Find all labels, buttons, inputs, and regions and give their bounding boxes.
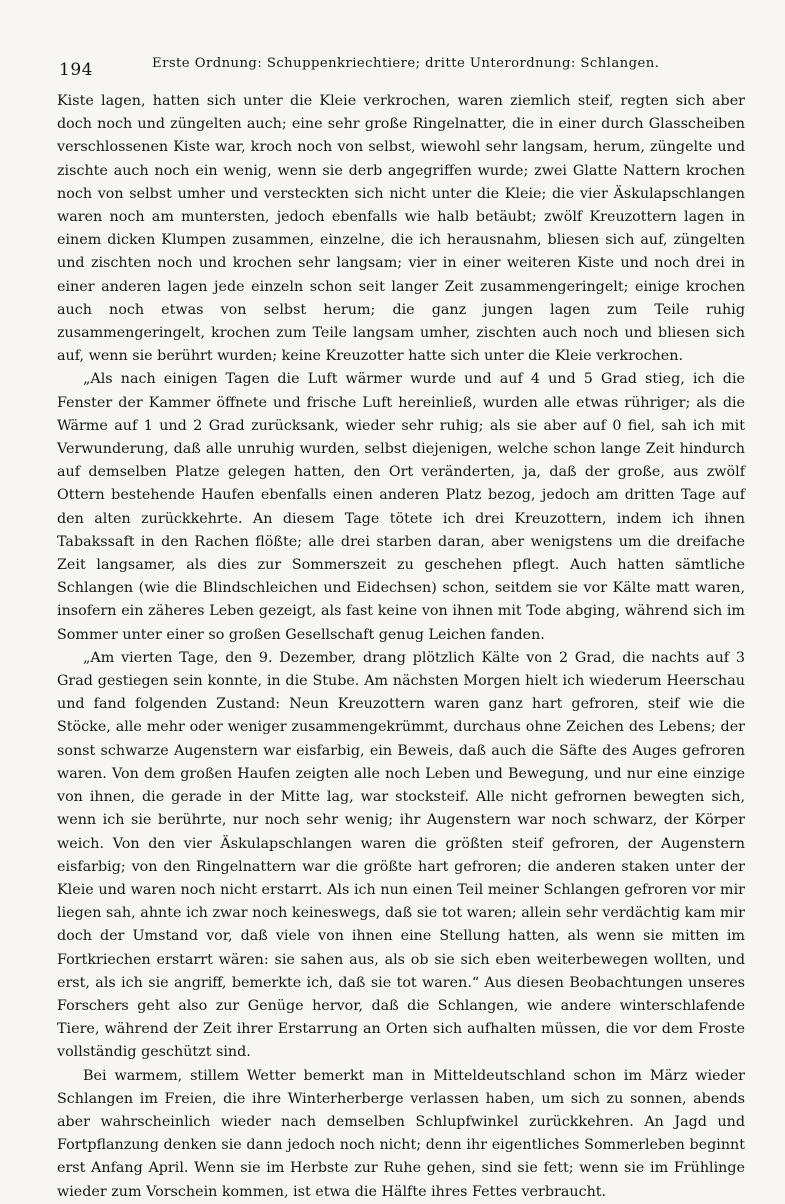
page-number: 194 — [59, 60, 93, 80]
paragraph: „Am vierten Tage, den 9. Dezember, drang plötzlich Kälte von 2 Grad, die nachts auf 3 Grad gestiegen sein konnte, in die Stube. Am nächsten Morgen hielt ich wiederum Heerschau und fand folgenden Zustand: Neun Kreuzottern waren ganz hart gefroren, steif wie die Stöcke, alle mehr oder weniger zusammengekrümmt, durchaus ohne Zeichen des Lebens; der sonst schwarze Augenstern war eisfarbig, ein Beweis, daß auch die Säfte des Auges gefroren waren. Von dem großen Haufen zeigten alle noch Leben und Bewegung, und nur eine einzige von ihnen, die gerade in der Mitte lag, war stocksteif. Alle nicht gefrornen bewegten sich, wenn ich sie berührte, nur noch sehr wenig; ihr Augenstern war noch schwarz, der Körper weich. Von den vier Äskulapschlangen waren die größten steif gefroren, der Augenstern eisfarbig; von den Ringelnattern war die größte hart gefroren; die anderen staken unter der Kleie und waren noch nicht erstarrt. Als ich nun einen Teil meiner Schlangen gefroren vor mir liegen sah, ahnte ich zwar noch keineswegs, daß sie tot waren; allein sehr verdächtig kam mir doch der Umstand vor, daß viele von ihnen eine Stellung hatten, als wenn sie mitten im Fortkriechen erstarrt wären: sie sahen aus, als ob sie sich eben weiterbewegen wollten, und erst, als ich sie angriff, bemerkte ich, daß sie tot waren.“ Aus diesen Beobachtungen unseres Forschers geht also zur Genüge hervor, daß die Schlangen, wie andere winterschlafende Tiere, während der Zeit ihrer Erstarrung an Orten sich aufhalten müssen, die vor dem Froste vollständig geschützt sind. — [57, 649, 745, 1061]
running-head: Erste Ordnung: Schuppenkriechtiere; dritte Unterordnung: Schlangen. — [152, 56, 660, 71]
body-text — [57, 90, 745, 1204]
page-header — [57, 56, 745, 86]
paragraph: „Als nach einigen Tagen die Luft wärmer wurde und auf 4 und 5 Grad stieg, ich die Fenster der Kammer öffnete und frische Luft hereinließ, wurden alle etwas rühriger; als die Wärme auf 1 und 2 Grad zurücksank, wieder sehr ruhig; als sie aber auf 0 fiel, sah ich mit Verwunderung, daß alle unruhig wurden, selbst diejenigen, welche schon lange Zeit hindurch auf demselben Platze gelegen hatten, den Ort veränderten, ja, daß der große, aus zwölf Ottern bestehende Haufen ebenfalls einen anderen Platz bezog, jedoch am dritten Tage auf den alten zurückkehrte. An diesem Tage tötete ich drei Kreuzottern, indem ich ihnen Tabakssaft in den Rachen flößte; alle drei starben daran, aber wenigstens um die dreifache Zeit langsamer, als dies zur Sommerszeit zu geschehen pflegt. Auch hatten sämtliche Schlangen (wie die Blindschleichen und Eidechsen) schon, seitdem sie vor Kälte matt waren, insofern ein zäheres Leben gezeigt, als fast keine von ihnen mit Tode abging, während sich im Sommer unter einer so großen Gesellschaft genug Leichen fanden. — [57, 371, 745, 643]
paragraph-continued: Kiste lagen, hatten sich unter die Kleie verkrochen, waren ziemlich steif, regten sich aber doch noch und züngelten auch; eine sehr große Ringelnatter, die in einer durch Glasscheiben verschlossenen Kiste war, kroch noch von selbst, wiewohl sehr langsam, herum, züngelte und zischte auch noch ein wenig, wenn sie derb angegriffen wurde; zwei Glatte Nattern krochen noch von selbst umher und versteckten sich nicht unter die Kleie; die vier Äskulapschlangen waren noch am muntersten, jedoch ebenfalls wie halb betäubt; zwölf Kreuzottern lagen in einem dicken Klumpen zusammen, einzelne, die ich herausnahm, bliesen sich auf, züngelten und zischten noch und krochen sehr langsam; vier in einer weiteren Kiste und noch drei in einer anderen lagen jede einzeln schon seit langer Zeit zusammengeringelt; einige krochen auch noch etwas von selbst herum; die ganz jungen lagen zum Teile ruhig zusammengeringelt, krochen zum Teile langsam umher, zischten auch noch und bliesen sich auf, wenn sie berührt wurden; keine Kreuzotter hatte sich unter die Kleie verkrochen. — [57, 93, 745, 365]
paragraph: Bei warmem, stillem Wetter bemerkt man in Mitteldeutschland schon im März wieder Schlangen im Freien, die ihre Winterherberge verlassen haben, um sich zu sonnen, abends aber wahrscheinlich wieder nach demselben Schlupfwinkel zurückkehren. An Jagd und Fortpflanzung denken sie dann jedoch noch nicht; denn ihr eigentliches Sommerleben beginnt erst Anfang April. Wenn sie im Herbste zur Ruhe gehen, sind sie fett; wenn sie im Frühlinge wieder zum Vorschein kommen, ist etwa die Hälfte ihres Fettes verbraucht. — [57, 1067, 745, 1200]
